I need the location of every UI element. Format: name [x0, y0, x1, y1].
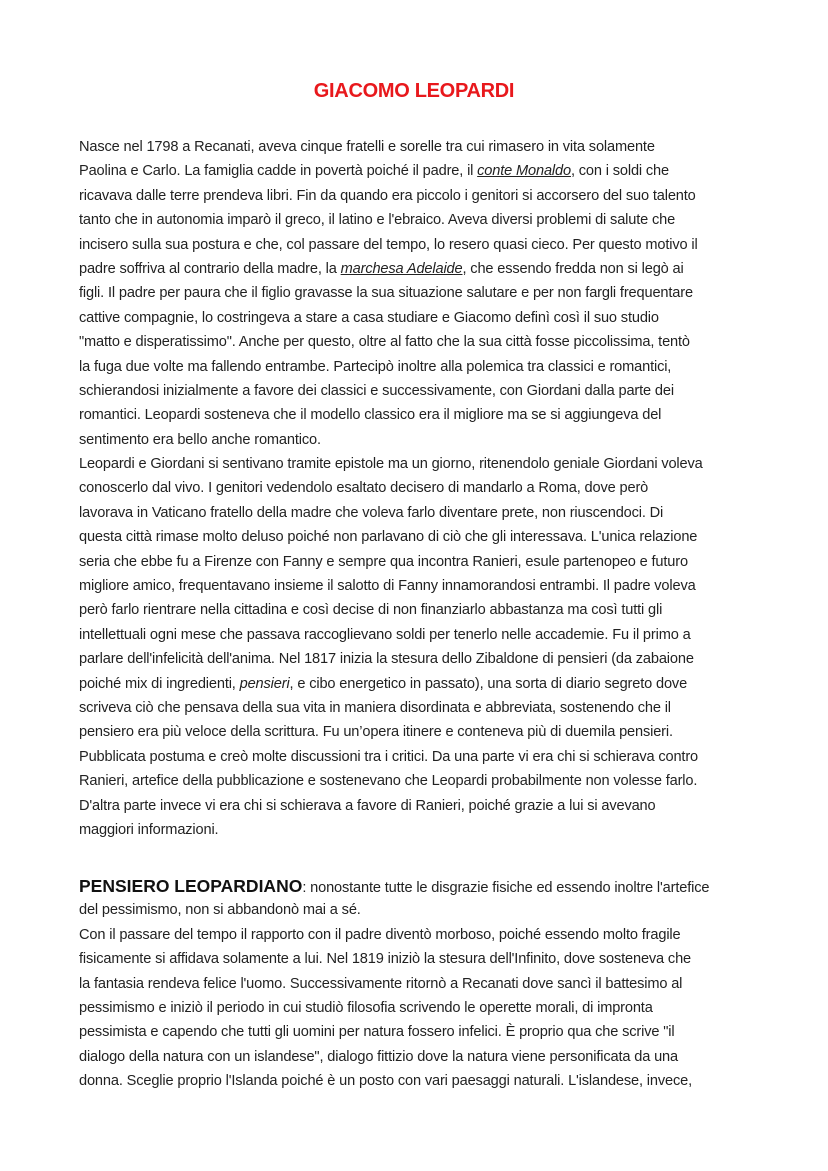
- text-line: [79, 1069, 779, 1093]
- text-segment: , che essendo fredda non si legò ai: [462, 260, 684, 277]
- text-segment: pessimista e capendo che tutti gli uomini per natura fossero infelici. È proprio qua che scrive "il: [79, 1024, 675, 1041]
- text-line: [79, 428, 779, 452]
- text-line: [79, 281, 779, 305]
- text-line: [79, 647, 779, 671]
- text-line: [79, 574, 779, 598]
- pensiero-leopardiano-section: [79, 874, 779, 1094]
- text-segment: Paolina e Carlo. La famiglia cadde in povertà poiché il padre, il: [79, 163, 478, 180]
- text-segment: : nonostante tutte le disgrazie fisiche ed essendo inoltre l'artefice: [302, 880, 710, 896]
- text-line: [79, 623, 779, 647]
- text-segment: figli. Il padre per paura che il figlio gravasse la sua situazione salutare e per non fargli frequentare: [79, 285, 693, 302]
- text-line: [79, 696, 779, 720]
- text-segment: però farlo rientrare nella cittadina e così decise di non finanziarlo abbastanza ma così tutti gli: [79, 602, 663, 619]
- text-line: [79, 525, 779, 549]
- text-line: [79, 874, 779, 898]
- text-line: [79, 769, 779, 793]
- text-line: [79, 306, 779, 330]
- text-line: [79, 672, 779, 696]
- text-segment: D'altra parte invece vi era chi si schierava a favore di Ranieri, poiché grazie a lui si avevano: [79, 797, 656, 814]
- text-segment: la fuga due volte ma fallendo entrambe. Partecipò inoltre alla polemica tra classici e romantici,: [79, 358, 672, 375]
- text-line: [79, 379, 779, 403]
- text-segment: questa città rimase molto deluso poiché non parlavano di ciò che gli interessava. L'unica relazione: [79, 529, 698, 546]
- text-segment: la fantasia rendeva felice l'uomo. Successivamente ritornò a Recanati dove sancì il battesimo al: [79, 975, 683, 992]
- text-segment: Con il passare del tempo il rapporto con il padre diventò morboso, poiché essendo molto fragile: [79, 926, 681, 943]
- text-segment: romantici. Leopardi sosteneva che il modello classico era il migliore ma se si aggiungeva del: [79, 407, 662, 424]
- text-segment: pensiero era più veloce della scrittura. Fu un’opera itinere e conteneva più di duemila pensieri.: [79, 724, 673, 741]
- text-line: [79, 501, 779, 525]
- text-segment: poiché mix di ingredienti,: [79, 675, 240, 692]
- text-line: [79, 947, 779, 971]
- text-segment: Pubblicata postuma e creò molte discussioni tra i critici. Da una parte vi era chi si schierava contro: [79, 748, 699, 765]
- emphasized-text: pensieri: [239, 675, 290, 692]
- text-segment: donna. Sceglie proprio l'Islanda poiché è un posto con vari paesaggi naturali. L'islandese, invece,: [79, 1073, 692, 1090]
- text-segment: Leopardi e Giordani si sentivano tramite epistole ma un giorno, ritenendolo geniale Giordani voleva: [79, 456, 703, 473]
- text-segment: maggiori informazioni.: [79, 821, 219, 838]
- text-line: [79, 745, 779, 769]
- text-line: [79, 972, 779, 996]
- text-line: [79, 452, 779, 476]
- text-line: [79, 794, 779, 818]
- text-line: [79, 184, 779, 208]
- text-line: [79, 598, 779, 622]
- text-line: [79, 403, 779, 427]
- text-line: [79, 159, 779, 183]
- text-line: [79, 1045, 779, 1069]
- text-segment: schierandosi inizialmente a favore dei classici e successivamente, con Giordani dalla parte dei: [79, 382, 674, 399]
- text-line: [79, 355, 779, 379]
- text-line: [79, 135, 779, 159]
- text-segment: Nasce nel 1798 a Recanati, aveva cinque fratelli e sorelle tra cui rimasero in vita solamente: [79, 139, 655, 155]
- section-heading: PENSIERO LEOPARDIANO: [79, 876, 303, 896]
- text-line: [79, 818, 779, 842]
- text-line: [79, 257, 779, 281]
- text-segment: del pessimismo, non si abbandonò mai a sé.: [79, 902, 361, 919]
- text-segment: , con i soldi che: [570, 163, 669, 180]
- text-line: [79, 898, 779, 922]
- text-segment: intellettuali ogni mese che passava raccoglievano soldi per tenerlo nelle accademie. Fu il primo a: [79, 626, 691, 643]
- emphasized-text: conte Monaldo: [477, 163, 571, 180]
- text-line: [79, 476, 779, 500]
- text-segment: dialogo della natura con un islandese", dialogo fittizio dove la natura viene personificata da una: [79, 1048, 678, 1065]
- text-segment: tanto che in autonomia imparò il greco, il latino e l'ebraico. Aveva diversi problemi di salute che: [79, 212, 676, 229]
- text-segment: Ranieri, artefice della pubblicazione e sostenevano che Leopardi probabilmente non volesse farlo.: [79, 773, 698, 790]
- text-segment: pessimismo e iniziò il periodo in cui studiò filosofia scrivendo le operette morali, di impronta: [79, 999, 653, 1016]
- text-segment: migliore amico, frequentavano insieme il salotto di Fanny innamorandosi entrambi. Il padre voleva: [79, 578, 696, 595]
- text-segment: lavorava in Vaticano fratello della madre che voleva farlo diventare prete, non riuscendoci. Di: [79, 504, 664, 521]
- text-line: [79, 330, 779, 354]
- text-segment: , e cibo energetico in passato), una sorta di diario segreto dove: [289, 675, 688, 692]
- text-segment: parlare dell'infelicità dell'anima. Nel 1817 inizia la stesura dello Zibaldone di pensieri (da zabaione: [79, 651, 694, 668]
- text-segment: ricavava dalle terre prendeva libri. Fin da quando era piccolo i genitori si accorsero del suo talento: [79, 187, 696, 204]
- text-segment: incisero sulla sua postura e che, col passare del tempo, lo resero quasi cieco. Per questo motivo il: [79, 236, 698, 253]
- text-segment: cattive compagnie, lo costringeva a stare a casa studiare e Giacomo definì così il suo studio: [79, 309, 659, 326]
- text-segment: padre soffriva al contrario della madre, la: [79, 260, 341, 277]
- text-line: [79, 208, 779, 232]
- emphasized-text: marchesa Adelaide: [340, 260, 463, 277]
- text-line: [79, 1020, 779, 1044]
- text-segment: conoscerlo dal vivo. I genitori vedendolo esaltato decisero di mandarlo a Roma, dove però: [79, 480, 649, 497]
- text-line: [79, 923, 779, 947]
- text-line: [79, 720, 779, 744]
- text-line: [79, 550, 779, 574]
- text-segment: fisicamente si affidava solamente a lui. Nel 1819 iniziò la stesura dell'Infinito, dove sosteneva che: [79, 951, 692, 968]
- text-line: [79, 233, 779, 257]
- document-title: GIACOMO LEOPARDI: [313, 80, 515, 102]
- text-line: [79, 996, 779, 1020]
- text-segment: "matto e disperatissimo". Anche per questo, oltre al fatto che la sua città fosse piccolissima, tentò: [79, 334, 690, 351]
- text-segment: seria che ebbe fu a Firenze con Fanny e sempre qua incontra Ranieri, esule partenopeo e futuro: [79, 553, 688, 570]
- text-segment: sentimento era bello anche romantico.: [79, 431, 321, 448]
- text-segment: scriveva ciò che pensava della sua vita in maniera disordinata e abbreviata, sostenendo che il: [79, 699, 671, 716]
- biography-section: [79, 135, 779, 842]
